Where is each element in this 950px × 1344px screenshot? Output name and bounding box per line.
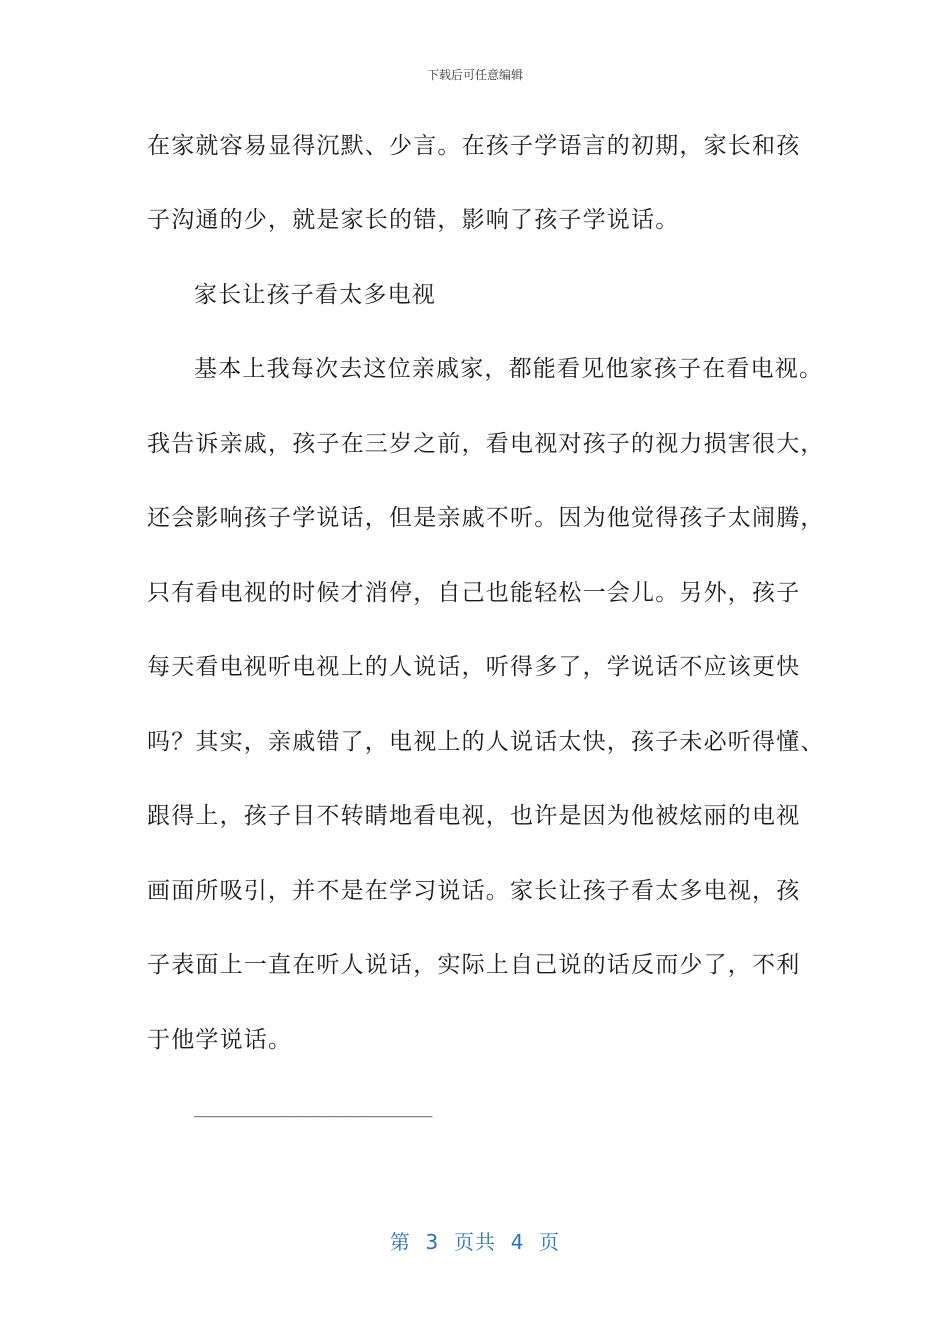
body-line-7: 只有看电视的时候才消停，自己也能轻松一会儿。另外，孩子 xyxy=(147,580,801,606)
body-line-13: 于他学说话。 xyxy=(147,1027,293,1053)
header-note: 下载后可任意编辑 xyxy=(426,68,523,82)
body-line-6: 还会影响孩子学说话，但是亲戚不听。因为他觉得孩子太闹腾， xyxy=(147,505,825,531)
body-line-2: 子沟通的少，就是家长的错，影响了孩子学说话。 xyxy=(147,207,680,233)
body-line-8: 每天看电视听电视上的人说话，听得多了，学说话不应该更快 xyxy=(147,654,801,680)
body-line-4: 基本上我每次去这位亲戚家，都能看见他家孩子在看电视。 xyxy=(194,356,824,382)
body-line-5: 我告诉亲戚，孩子在三岁之前，看电视对孩子的视力损害很大， xyxy=(147,431,825,457)
body-line-9: 吗？其实，亲戚错了，电视上的人说话太快，孩子未必听得懂、 xyxy=(147,729,825,755)
body-line-12: 子表面上一直在听人说话，实际上自己说的话反而少了，不利 xyxy=(147,952,801,978)
page-number-footer: 第 3 页共 4 页 xyxy=(389,1230,561,1254)
body-line-1: 在家就容易显得沉默、少言。在孩子学语言的初期，家长和孩 xyxy=(147,133,801,159)
separator-line: ______________________ xyxy=(194,1097,433,1118)
body-line-10: 跟得上，孩子目不转睛地看电视，也许是因为他被炫丽的电视 xyxy=(147,803,801,829)
section-heading: 家长让孩子看太多电视 xyxy=(194,282,436,308)
body-line-11: 画面所吸引，并不是在学习说话。家长让孩子看太多电视，孩 xyxy=(147,878,801,904)
